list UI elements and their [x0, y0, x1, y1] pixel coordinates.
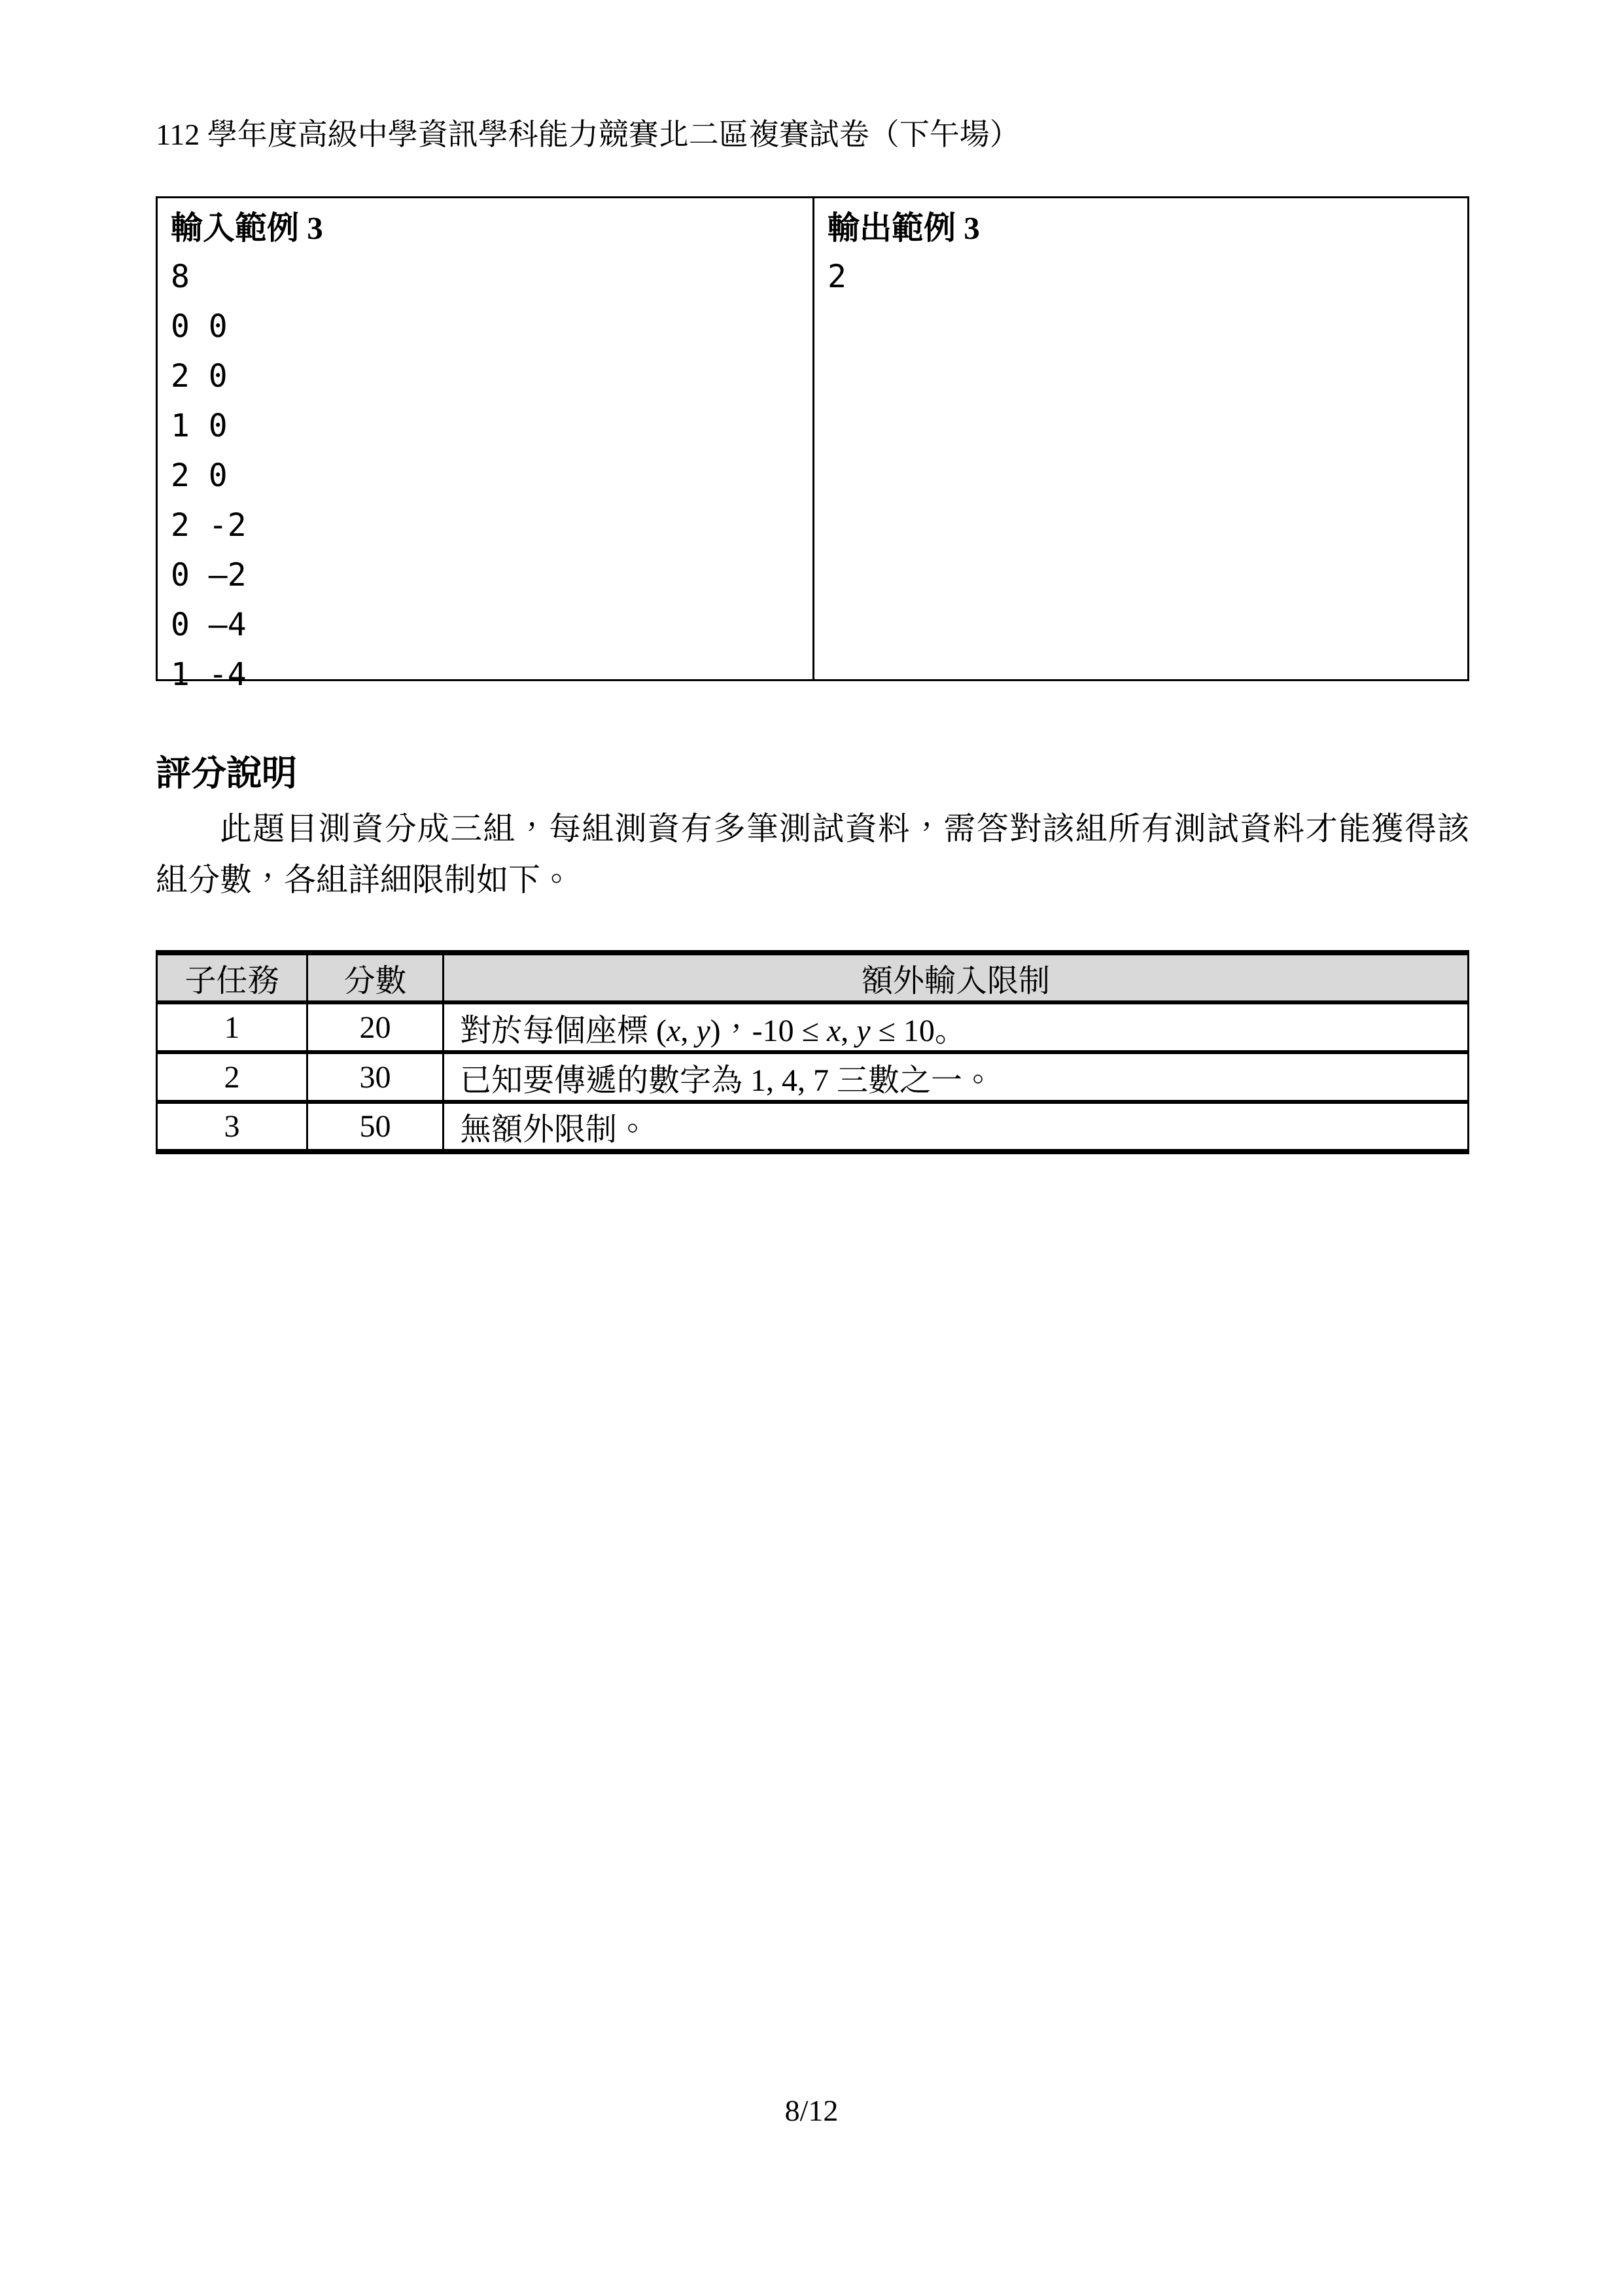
sample-input-line: 0 –2: [171, 557, 247, 593]
subtask-constraint: 已知要傳遞的數字為 1, 4, 7 三數之一。: [444, 1052, 1469, 1102]
scoring-table: [156, 950, 1469, 1154]
scoring-description: [156, 804, 1469, 906]
subtask-score: 20: [307, 1002, 444, 1052]
sample-input-line: 2 0: [171, 457, 228, 494]
sample-input-line: 1 -4: [171, 656, 247, 693]
scoring-header-constraint: 額外輸入限制: [444, 953, 1469, 1002]
constraint-text: ,: [841, 1013, 857, 1048]
constraint-text: ,: [680, 1013, 697, 1048]
scoring-table-row: [157, 1002, 1469, 1052]
sample-io-table: [156, 196, 1469, 693]
subtask-number: 2: [157, 1052, 307, 1102]
constraint-var-x: x: [667, 1013, 681, 1048]
scoring-section-heading: 評分說明: [156, 754, 297, 793]
sample-output-header: 輸出範例 3: [828, 210, 980, 246]
subtask-number: 3: [157, 1102, 307, 1152]
sample-input-line: 8: [171, 258, 190, 295]
page-header-title: 112 學年度高級中學資訊學科能力競賽北二區複賽試卷（下午場）: [156, 118, 1020, 151]
sample-input-line: 0 0: [171, 308, 228, 345]
constraint-var-y: y: [696, 1013, 710, 1048]
sample-input-header: 輸入範例 3: [171, 210, 323, 246]
sample-output-cell: [812, 198, 1467, 679]
scoring-description-line: 此題目測資分成三組，每組測資有多筆測試資料，需答對該組所有測試資料才能獲得該: [220, 811, 1469, 847]
constraint-text: ≤ 10。: [870, 1013, 966, 1048]
subtask-constraint: [444, 1002, 1469, 1052]
subtask-constraint: 無額外限制。: [444, 1102, 1469, 1152]
scoring-table-header-row: [157, 953, 1469, 1002]
sample-input-line: 2 0: [171, 358, 228, 395]
subtask-score: 30: [307, 1052, 444, 1102]
subtask-number: 1: [157, 1002, 307, 1052]
constraint-text: )，-10 ≤: [710, 1013, 827, 1048]
sample-output-line: 2: [828, 258, 846, 295]
constraint-var-y: y: [856, 1013, 871, 1048]
sample-input-line: 0 –4: [171, 607, 247, 643]
constraint-var-x: x: [826, 1013, 841, 1048]
scoring-header-score: 分數: [307, 953, 444, 1002]
scoring-table-row: [157, 1102, 1469, 1152]
page-number: 8/12: [784, 2094, 839, 2127]
sample-input-line: 2 -2: [171, 507, 247, 544]
scoring-table-row: [157, 1052, 1469, 1102]
sample-input-line: 1 0: [171, 408, 228, 444]
subtask-score: 50: [307, 1102, 444, 1152]
scoring-description-line: 組分數，各組詳細限制如下。: [156, 862, 573, 898]
scoring-header-subtask: 子任務: [157, 953, 307, 1002]
constraint-text: 對於每個座標 (: [460, 1013, 667, 1048]
sample-input-cell: [158, 198, 812, 693]
